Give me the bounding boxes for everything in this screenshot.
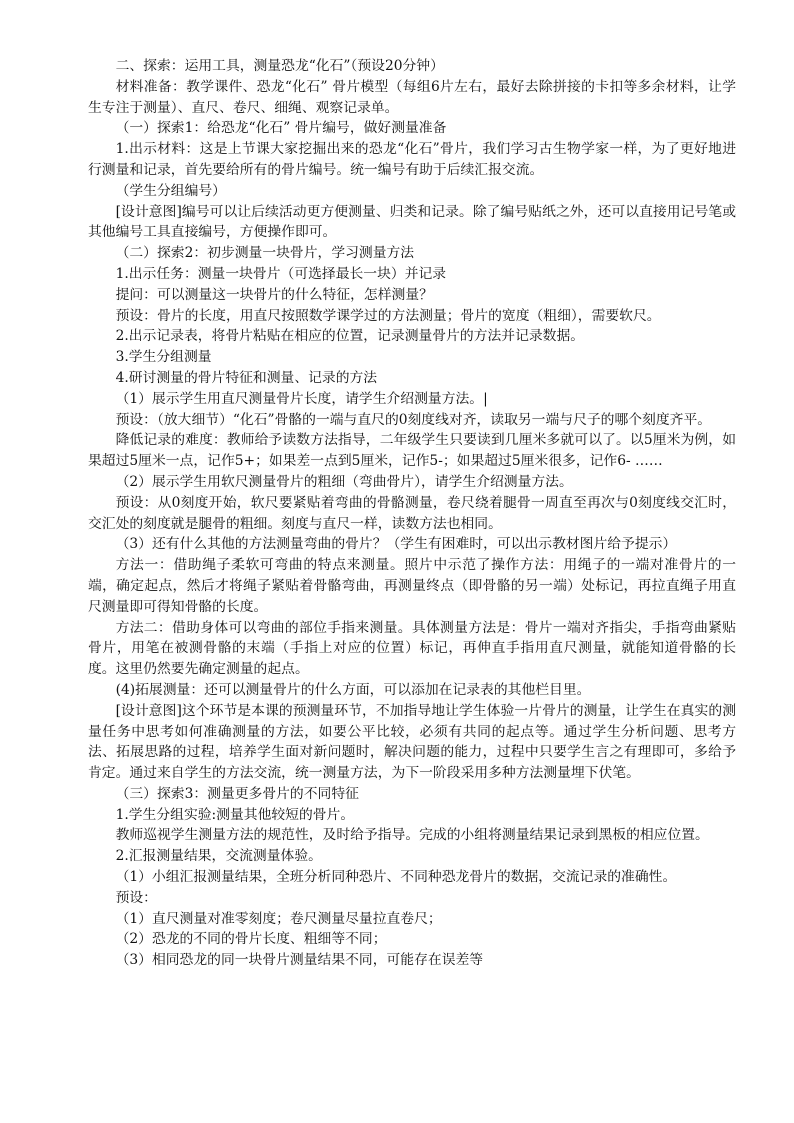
paragraph: 教师巡视学生测量方法的规范性，及时给予指导。完成的小组将测量结果记录到黑板的相应位置。 [115,827,709,844]
paragraph: 预设：从0刻度开始，软尺要紧贴着弯曲的骨骼测量，卷尺绕着腿骨一周直至再次与0刻度线交汇时，交汇处的刻度就是腿骨的粗细。刻度与直尺一样，读数方法也相同。 [88,494,736,532]
paragraph: 方法二：借助身体可以弯曲的部位手指来测量。具体测量方法是：骨片一端对齐指尖，手指弯曲紧贴骨片，用笔在被测骨骼的末端（手指上对应的位置）标记，再伸直手指用直尺测量，就能知道骨骼的长度。这里仍然要先确定测量的起点。 [88,619,736,678]
subsection-heading: （二）探索2：初步测量一块骨片，学习测量方法 [115,245,415,262]
document-body [88,56,736,971]
paragraph: 1.学生分组实验:测量其他较短的骨片。 [115,806,355,823]
paragraph: 2.汇报测量结果，交流测量体验。 [115,848,322,865]
paragraph: （3）相同恐龙的同一块骨片测量结果不同，可能存在误差等 [115,952,484,969]
paragraph: 1.出示材料：这是上节课大家挖掘出来的恐龙“化石”骨片，我们学习古生物学家一样，为了更好地进行测量和记录，首先要给所有的骨片编号。统一编号有助于后续汇报交流。 [88,141,736,178]
paragraph: 预设： [115,889,157,906]
paragraph: (4)拓展测量：还可以测量骨片的什么方面，可以添加在记录表的其他栏目里。 [115,681,591,698]
paragraph: （1）直尺测量对准零刻度；卷尺测量尽量拉直卷尺； [115,910,442,927]
paragraph: 预设：骨片的长度，用直尺按照数学课学过的方法测量；骨片的宽度（粗细），需要软尺。 [115,307,661,324]
paragraph: （1）展示学生用直尺测量骨片长度，请学生介绍测量方法。| [115,390,488,407]
subsection-heading: （一）探索1：给恐龙“化石” 骨片编号，做好测量准备 [115,120,447,137]
paragraph: 方法一：借助绳子柔软可弯曲的特点来测量。照片中示范了操作方法：用绳子的一端对准骨片的一端，确定起点，然后才将绳子紧贴着骨骼弯曲，再测量终点（即骨骼的另一端）处标记，再拉直绳子用直尺测量即可得知骨骼的长度。 [88,557,736,615]
paragraph: （3）还有什么其他的方法测量弯曲的骨片？（学生有困难时，可以出示教材图片给予提示） [115,536,677,553]
paragraph: 预设：（放大细节）“化石”骨骼的一端与直尺的0刻度线对齐，读取另一端与尺子的哪个刻度齐平。 [115,411,712,428]
paragraph: （2）展示学生用软尺测量骨片的粗细（弯曲骨片），请学生介绍测量方法。 [115,473,573,490]
paragraph: （学生分组编号） [115,182,226,199]
design-intent-paragraph: [设计意图]这个环节是本课的预测量环节，不加指导地让学生体验一片骨片的测量，让学生在真实的测量任务中思考如何准确测量的方法，如要公平比较，必须有共同的起点等。通过学生分析问题、思考方法、拓展思路的过程，培养学生面对新问题时，解决问题的能力，过程中只要学生言之有理即可，多给予肯定。通过来自学生的方法交流，统一测量方法，为下一阶段采用多种方法测量埋下伏笔。 [88,702,736,782]
paragraph: （1）小组汇报测量结果，全班分析同种恐片、不同种恐龙骨片的数据，交流记录的准确性。 [115,869,677,886]
design-intent-paragraph: [设计意图]编号可以让后续活动更方便测量、归类和记录。除了编号贴纸之外，还可以直接用记号笔或其他编号工具直接编号，方便操作即可。 [88,203,736,241]
subsection-heading: （三）探索3：测量更多骨片的不同特征 [115,785,359,802]
paragraph: 降低记录的难度：教师给予读数方法指导，二年级学生只要读到几厘米多就可以了。以5厘米为例，如果超过5厘米一点，记作5+；如果差一点到5厘米，记作5-；如果超过5厘米很多，记作6- …… [88,432,736,470]
paragraph: 2.出示记录表，将骨片粘贴在相应的位置，记录测量骨片的方法并记录数据。 [115,328,585,345]
paragraph: 材料准备：教学课件、恐龙“化石” 骨片模型（每组6片左右，最好去除拼接的卡扣等多余材料，让学生专注于测量）、直尺、卷尺、细绳、观察记录单。 [88,78,736,116]
paragraph: 提问：可以测量这一块骨片的什么特征，怎样测量？ [115,286,433,303]
paragraph: 1.出示任务：测量一块骨片（可选择最长一块）并记录 [115,265,447,282]
paragraph: 3.学生分组测量 [115,349,212,366]
paragraph: 4.研讨测量的骨片特征和测量、记录的方法 [115,369,378,386]
section-heading: 二、探索：运用工具，测量恐龙“化石”（预设20分钟） [115,58,444,74]
paragraph: （2）恐龙的不同的骨片长度、粗细等不同； [115,931,387,948]
